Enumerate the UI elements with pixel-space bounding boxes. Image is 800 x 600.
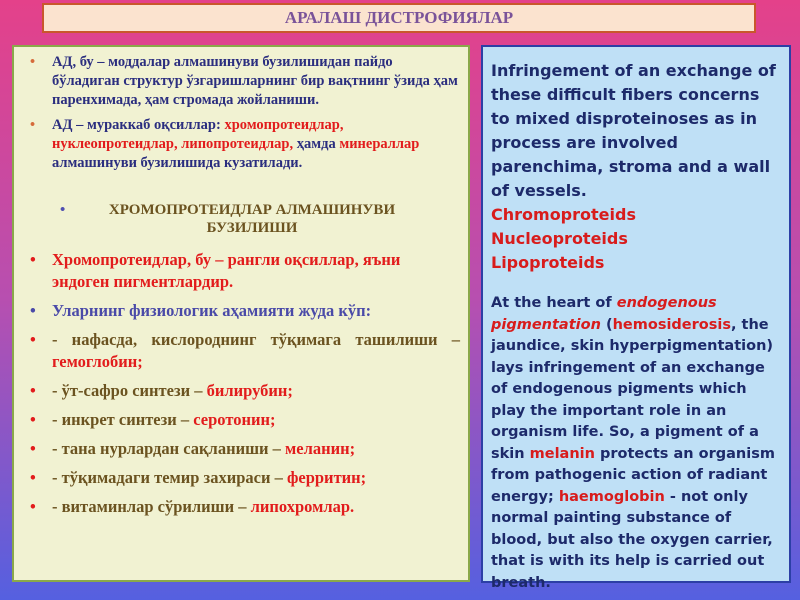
highlight-run: серотонин; <box>193 410 276 429</box>
list-item <box>24 329 460 373</box>
highlight-run: липохромлар. <box>250 497 355 516</box>
highlight-run: хромопротеидлар, нуклеопротеидлар, липопротеидлар, <box>52 117 344 152</box>
highlight-run: минераллар <box>339 136 420 152</box>
function-list <box>24 249 460 518</box>
page-title: АРАЛАШ ДИСТРОФИЯЛАР <box>284 8 514 27</box>
highlight-run: haemoglobin <box>558 488 665 505</box>
english-text-panel <box>481 45 791 591</box>
list-item <box>24 380 460 402</box>
list-item <box>24 467 460 489</box>
text-run: protects an organism from pathogenic action of radiant energy; <box>491 445 775 505</box>
text-run: - тўқимадаги темир захираси – <box>52 468 287 487</box>
text-run: - not only normal painting substance of blood, but also the oxygen carrier, that is with its help is carried out breath. <box>491 488 773 591</box>
text-run: - тана нурлардан сақланиши – <box>52 439 286 458</box>
section-heading: • ХРОМОПРОТЕИДЛАР АЛМАШИНУВИ БУЗИЛИШИ <box>24 201 460 237</box>
text-run: АД – мураккаб оқсиллар: <box>52 117 225 133</box>
highlight-run: ферритин; <box>286 468 367 487</box>
highlight-run: гемоглобин; <box>52 352 143 371</box>
title-banner <box>42 3 756 33</box>
uzbek-text-panel <box>12 45 470 582</box>
text-run: Хромопротеидлар, бу – рангли оқсиллар, яъни эндоген пигментлардир. <box>52 250 401 291</box>
highlight-run: билирубин; <box>206 381 293 400</box>
protein-item: Lipoproteids <box>491 253 605 272</box>
highlight-run: melanin <box>529 445 595 462</box>
text-run: - нафасда, кислороднинг тўқимага ташилиши – <box>52 330 460 349</box>
list-item <box>24 300 460 322</box>
text-run: , the jaundice, skin hyperpigmentation) lays infringement of an exchange of endogenous pigments which play the important role in an organism life. So, a pigment of a skin <box>491 316 774 462</box>
text-run: - витаминлар сўрилиши – <box>52 497 251 516</box>
list-item <box>24 249 460 293</box>
definition-list <box>24 53 460 173</box>
text-run: - инкрет синтези – <box>52 410 194 429</box>
intro-paragraph: Infringement of an exchange of these difficult fibers concerns to mixed disproteinoses as in process are involved parenchima, stroma and a wall of vessels. <box>491 61 776 200</box>
list-item <box>24 496 460 518</box>
definition-item <box>24 53 460 110</box>
protein-item: Nucleoproteids <box>491 229 628 248</box>
text-run: алмашинуви бузилишида кузатилади. <box>52 155 303 171</box>
text-run: - ўт-сафро синтези – <box>52 381 207 400</box>
list-item <box>24 438 460 460</box>
list-item <box>24 409 460 431</box>
highlight-run: меланин; <box>285 439 356 458</box>
text-run: At the heart of <box>491 295 617 311</box>
text-run: Уларнинг физиологик аҳамияти жуда кўп: <box>52 301 372 320</box>
highlight-run: hemosiderosis <box>612 316 731 333</box>
protein-list <box>491 203 781 275</box>
pigmentation-paragraph <box>491 293 781 594</box>
text-run: ҳамда <box>293 136 340 152</box>
text-run: АД, бу – моддалар алмашинуви бузилишидан пайдо бўладиган структур ўзгаришларнинг бир вақтнинг ўзида ҳам паренхимада, ҳам стромада жойланиши. <box>52 54 458 108</box>
text-run: ( <box>600 316 613 333</box>
protein-item: Chromoproteids <box>491 205 636 224</box>
highlight-run: endogenous pigmentation <box>491 295 717 333</box>
definition-item <box>24 116 460 173</box>
